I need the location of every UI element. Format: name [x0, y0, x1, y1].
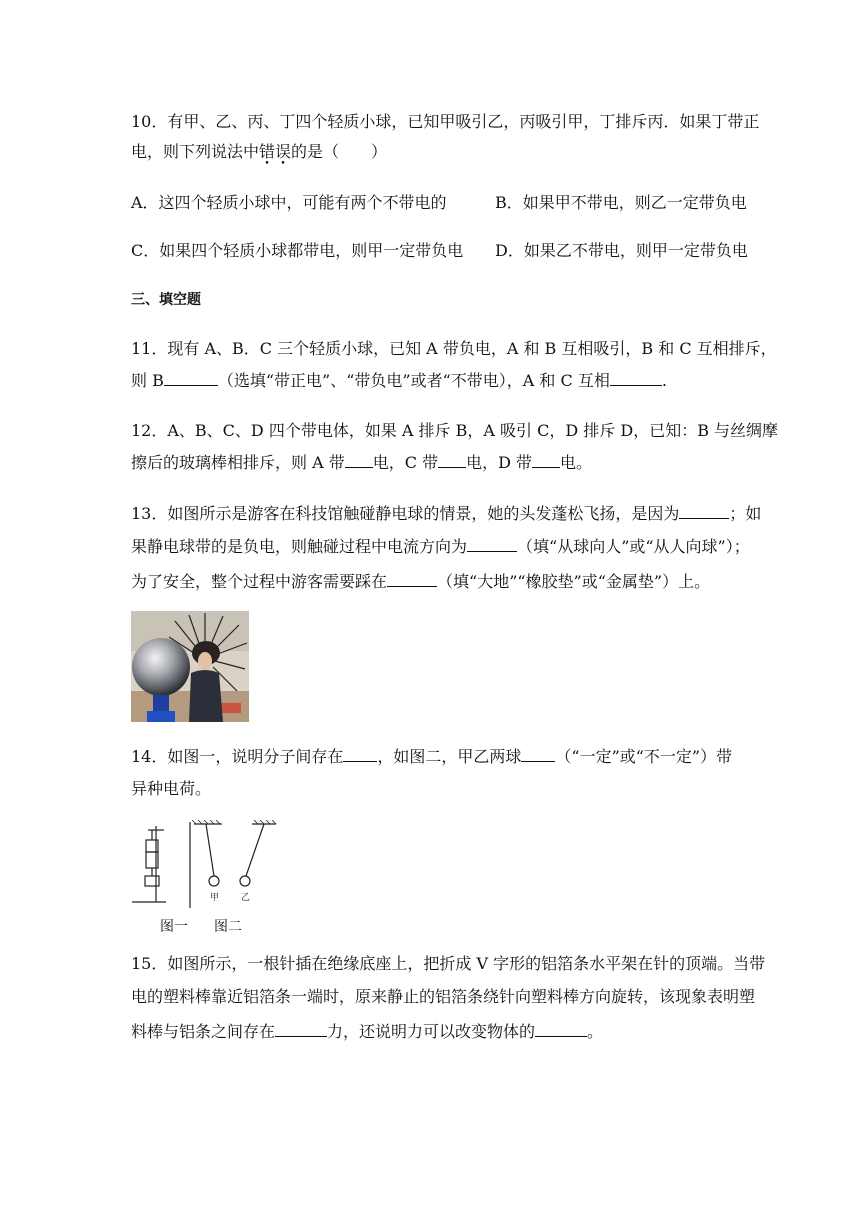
q12-text-c: 电，D 带 — [466, 453, 532, 472]
q13-text: 为了安全，整个过程中游客需要踩在 — [131, 572, 388, 591]
q10-option-d: D．如果乙不带电，则甲一定带负电 — [495, 241, 748, 260]
q10-option-b: B．如果甲不带电，则乙一定带负电 — [495, 193, 747, 212]
q10-option-c: C．如果四个轻质小球都带电，则甲一定带负电 — [131, 241, 464, 260]
q11-line2 — [131, 370, 667, 391]
emphasis-char: 误 — [275, 142, 292, 161]
q12-text-b: 电，C 带 — [372, 453, 439, 472]
figure-two-diagram — [190, 820, 276, 908]
q14-line1 — [131, 746, 732, 767]
answer-blank — [679, 503, 729, 519]
answer-blank — [345, 452, 373, 468]
q12-line1: 12．A、B、C、D 四个带电体，如果 A 排斥 B，A 吸引 C，D 排斥 D，已知：B 与丝绸摩 — [131, 421, 779, 440]
q10-line2 — [131, 142, 387, 162]
q11-line1: 11．现有 A、B．C 三个轻质小球，已知 A 带负电，A 和 B 互相吸引，B 和 C 互相排斥， — [131, 339, 777, 358]
q15-text: 力，还说明力可以改变物体的 — [327, 1022, 536, 1041]
answer-blank — [343, 746, 377, 762]
q15-line2: 电的塑料棒靠近铝箔条一端时，原来静止的铝箔条绕针向塑料棒方向旋转，该现象表明塑 — [131, 987, 756, 1006]
q12-text-a: 擦后的玻璃棒相排斥，则 A 带 — [131, 453, 345, 472]
q10-line2-post: 的是（ ） — [291, 142, 388, 161]
q13-text: 果静电球带的是负电，则触碰过程中电流方向为 — [131, 537, 468, 556]
ball-label-jia: 甲 — [210, 893, 220, 903]
q12-text-d: 电。 — [560, 453, 593, 472]
q14-text: （“一定”或“不一定”）带 — [555, 747, 733, 766]
figure-two-caption: 图二 — [214, 919, 242, 935]
figure-one-caption: 图一 — [160, 919, 188, 935]
q15-line1: 15．如图所示，一根针插在绝缘底座上，把折成 V 字形的铝箔条水平架在针的顶端。当带 — [131, 954, 766, 973]
q13-text: ；如 — [729, 504, 762, 523]
static-ball-photo — [131, 611, 249, 722]
answer-blank — [467, 536, 517, 552]
q13-text: 13．如图所示是游客在科技馆触碰静电球的情景，她的头发蓬松飞扬，是因为 — [131, 504, 680, 523]
answer-blank — [535, 1021, 587, 1037]
q13-text: （填“大地”“橡胶垫”或“金属垫”）上。 — [437, 572, 711, 591]
q15-line3 — [131, 1021, 603, 1042]
q14-text: 14．如图一，说明分子间存在 — [131, 747, 344, 766]
q15-text: 料棒与铝条之间存在 — [131, 1022, 276, 1041]
answer-blank — [521, 746, 555, 762]
answer-blank — [275, 1021, 327, 1037]
q10-line2-pre: 电，则下列说法中 — [131, 142, 260, 161]
q14-figures — [126, 820, 278, 908]
q12-line2 — [131, 452, 592, 473]
ball-label-yi: 乙 — [241, 893, 251, 903]
q13-text: （填“从球向人”或“从人向球”）； — [517, 537, 750, 556]
answer-blank — [387, 571, 437, 587]
figure-one-diagram — [132, 826, 166, 902]
q11-text-a: 则 B — [131, 371, 164, 390]
answer-blank — [438, 452, 466, 468]
q13-line1 — [131, 503, 761, 524]
q13-line3 — [131, 571, 710, 592]
answer-blank — [610, 370, 662, 386]
q10-line1: 10．有甲、乙、丙、丁四个轻质小球，已知甲吸引乙，丙吸引甲，丁排斥丙．如果丁带正 — [131, 112, 760, 131]
q11-text-b: （选填“带正电”、“带负电”或者“不带电），A 和 C 互相 — [217, 371, 610, 390]
section-heading: 三、填空题 — [131, 292, 201, 308]
q10-option-a: A．这四个轻质小球中，可能有两个不带电的 — [131, 193, 447, 212]
q14-text: ，如图二，甲乙两球 — [377, 747, 522, 766]
q13-line2 — [131, 536, 750, 557]
q11-text-c: . — [661, 371, 667, 390]
answer-blank — [532, 452, 560, 468]
q14-line2: 异种电荷。 — [131, 779, 212, 798]
emphasis-char: 错 — [259, 142, 276, 161]
answer-blank — [164, 370, 218, 386]
q15-text: 。 — [587, 1022, 604, 1041]
